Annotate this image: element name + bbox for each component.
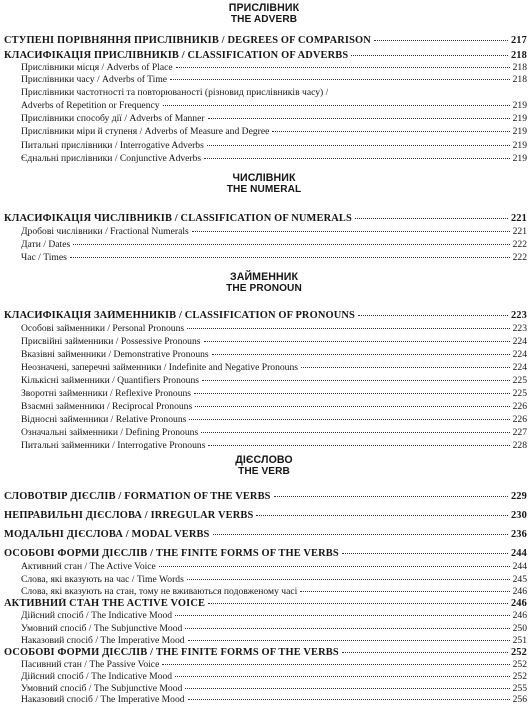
toc-entry (21, 574, 527, 586)
section-title-en: THE NUMERAL (226, 184, 302, 195)
toc-page-number: 226 (512, 401, 527, 412)
toc-page-number: 252 (510, 647, 527, 658)
toc-entry-label: Час / Times (21, 252, 67, 263)
toc-entry (21, 323, 527, 335)
dot-leader (331, 92, 524, 93)
dot-leader (351, 55, 508, 56)
toc-page-number: 223 (510, 310, 527, 321)
toc-page-number: 252 (512, 671, 527, 682)
toc-entry (21, 153, 527, 165)
toc-page-number: 244 (512, 561, 527, 572)
dot-leader (70, 257, 510, 258)
toc-entry (21, 586, 527, 598)
dot-leader (342, 553, 508, 554)
toc-heading-entry (4, 647, 527, 659)
toc-page-number: 222 (512, 252, 527, 263)
toc-entry-label: Умовний спосіб / The Subjunctive Mood (21, 683, 183, 694)
toc-entry (21, 239, 527, 251)
dot-leader (208, 445, 509, 446)
toc-entry (21, 671, 527, 683)
dot-leader (185, 688, 509, 689)
dot-leader (201, 432, 509, 433)
toc-page-number: 229 (510, 491, 527, 502)
dot-leader (189, 419, 509, 420)
toc-entry-label: Питальні прислівники / Interrogative Adverbs (21, 140, 204, 151)
toc-entry-label: Неозначені, заперечні займенники / Indefinite and Negative Pronouns (21, 362, 299, 373)
toc-entry-label: Питальні займенники / Interrogative Pronouns (21, 440, 206, 451)
toc-entry (21, 336, 527, 348)
toc-entry-label: Дробові числівники / Fractional Numerals (21, 226, 189, 237)
toc-heading-entry (4, 510, 527, 522)
dot-leader (358, 315, 508, 316)
section-title-uk: ПРИСЛІВНИК (228, 2, 300, 14)
toc-entry-label: КЛАСИФІКАЦІЯ ПРИСЛІВНИКІВ / CLASSIFICATION OF ADVERBS (4, 50, 349, 61)
toc-entry-label: Дати / Dates (21, 239, 71, 250)
dot-leader (176, 67, 510, 68)
toc-heading-entry (4, 598, 527, 610)
dot-leader (374, 40, 508, 41)
toc-page-number: 224 (512, 362, 527, 373)
toc-entry (21, 74, 527, 86)
toc-entry (21, 659, 527, 671)
toc-page-number: 224 (512, 349, 527, 360)
toc-entry (21, 561, 527, 573)
toc-entry (21, 126, 527, 138)
dot-leader (185, 628, 509, 629)
dot-leader (188, 640, 510, 641)
dot-leader (355, 218, 508, 219)
toc-entry-label: Означальні займенники / Defining Pronouns (21, 427, 199, 438)
toc-entry-label: Прислівники способу дії / Adverbs of Manner (21, 113, 205, 124)
toc-entry (21, 252, 527, 264)
toc-page-number: 219 (512, 113, 527, 124)
toc-heading-entry (4, 548, 527, 560)
toc-page-number: 236 (510, 529, 527, 540)
toc-entry (21, 100, 527, 112)
dot-leader (163, 105, 510, 106)
toc-page-number: 219 (512, 126, 527, 137)
section-title (0, 271, 528, 295)
toc-entry-label: Взаємні займенники / Reciprocal Pronouns (21, 401, 193, 412)
toc-entry-label: КЛАСИФІКАЦІЯ ЗАЙМЕННИКІВ / CLASSIFICATION OF PRONOUNS (4, 310, 355, 321)
toc-entry-label: Прислівники часу / Adverbs of Time (21, 74, 168, 85)
toc-entry (21, 694, 527, 706)
toc-entry-label: НЕПРАВИЛЬНІ ДІЄСЛОВА / IRREGULAR VERBS (4, 510, 254, 521)
toc-page-number: 222 (512, 239, 527, 250)
dot-leader (301, 367, 510, 368)
dot-leader (272, 131, 509, 132)
toc-page-number: 225 (512, 375, 527, 386)
toc-page-number: 217 (510, 35, 527, 46)
toc-entry-label: АКТИВНИЙ СТАН THE ACTIVE VOICE (4, 598, 206, 609)
toc-entry-label: Умовний спосіб / The Subjunctive Mood (21, 623, 183, 634)
toc-page-number: 224 (512, 336, 527, 347)
toc-heading-entry (4, 50, 527, 62)
toc-entry-label: Пасивний стан / The Passive Voice (21, 659, 160, 670)
toc-page-number: 219 (512, 100, 527, 111)
toc-entry-label: КЛАСИФІКАЦІЯ ЧИСЛІВНИКІВ / CLASSIFICATION OF NUMERALS (4, 213, 352, 224)
toc-page-number: 256 (512, 694, 527, 705)
dot-leader (187, 328, 509, 329)
toc-page-number: 226 (512, 414, 527, 425)
toc-entry-label: ОСОБОВІ ФОРМИ ДІЄСЛІВ / THE FINITE FORMS OF THE VERBS (4, 548, 339, 559)
toc-page-number: 219 (512, 140, 527, 151)
toc-heading-entry (4, 491, 527, 503)
toc-entry-label: МОДАЛЬНІ ДІЄСЛОВА / MODAL VERBS (4, 529, 210, 540)
toc-page-number: 246 (512, 610, 527, 621)
dot-leader (73, 244, 509, 245)
toc-page-number: 245 (512, 574, 527, 585)
toc-entry-label: Слова, які вказують на час / Time Words (21, 574, 184, 585)
toc-entry-label: Слова, які вказують на стан, тому не вживаються подовженому часі (21, 586, 298, 597)
toc-entry-label: Присвійні займенники / Possessive Pronouns (21, 336, 201, 347)
toc-page-number: 244 (510, 548, 527, 559)
toc-entry-label: Прислівники частотності та повторюваності (різновид прислівників часу) / (21, 87, 329, 98)
toc-entry (21, 375, 527, 387)
toc-entry (21, 635, 527, 647)
section-title-en: THE VERB (238, 466, 290, 477)
toc-entry-label: Особові займенники / Personal Pronouns (21, 323, 185, 334)
toc-entry (21, 226, 527, 238)
toc-page-number: 219 (512, 153, 527, 164)
toc-entry (21, 610, 527, 622)
toc-entry-label: Відносні займенники / Relative Pronouns (21, 414, 187, 425)
toc-heading-entry (4, 310, 527, 322)
toc-entry (21, 362, 527, 374)
toc-entry (21, 401, 527, 413)
dot-leader (213, 534, 508, 535)
toc-entry (21, 62, 527, 74)
toc-entry (21, 440, 527, 452)
section-title-uk: ЗАЙМЕННИК (229, 271, 299, 283)
dot-leader (274, 496, 508, 497)
toc-entry-label: Зворотні займенники / Reflexive Pronouns (21, 388, 192, 399)
toc-entry-label: Дійсний спосіб / The Indicative Mood (21, 610, 173, 621)
toc-entry (21, 87, 527, 99)
toc-entry-label: Кількісні займенники / Quantifiers Pronouns (21, 375, 199, 386)
toc-page-number: 218 (512, 62, 527, 73)
dot-leader (204, 341, 510, 342)
toc-entry (21, 113, 527, 125)
section-title-uk: ЧИСЛІВНИК (232, 172, 296, 184)
toc-page-number: 230 (510, 510, 527, 521)
toc-page-number: 228 (512, 440, 527, 451)
toc-entry-label: ОСОБОВІ ФОРМИ ДІЄСЛІВ / THE FINITE FORMS OF THE VERBS (4, 647, 339, 658)
toc-page-number: 225 (512, 388, 527, 399)
section-title (0, 454, 528, 478)
toc-entry-label: СЛОВОТВІР ДІЄСЛІВ / FORMATION OF THE VERBS (4, 491, 271, 502)
toc-entry (21, 349, 527, 361)
dot-leader (207, 145, 510, 146)
section-title-uk: ДІЄСЛОВО (235, 454, 293, 466)
dot-leader (175, 615, 510, 616)
toc-entry-label: Дійсний спосіб / The Indicative Mood (21, 671, 173, 682)
toc-page-number: 221 (510, 213, 527, 224)
dot-leader (204, 158, 509, 159)
toc-entry (21, 414, 527, 426)
toc-page-number: 223 (512, 323, 527, 334)
toc-entry-label: Наказовий спосіб / The Imperative Mood (21, 635, 185, 646)
toc-page-number: 218 (510, 50, 527, 61)
dot-leader (202, 380, 510, 381)
dot-leader (175, 676, 510, 677)
toc-heading-entry (4, 35, 527, 47)
toc-entry-label: Прислівники місця / Adverbs of Place (21, 62, 173, 73)
toc-entry (21, 427, 527, 439)
dot-leader (212, 354, 510, 355)
dot-leader (159, 566, 510, 567)
dot-leader (195, 406, 509, 407)
toc-entry-label: Adverbs of Repetition or Frequency (21, 100, 160, 111)
dot-leader (194, 393, 510, 394)
section-title (0, 172, 528, 196)
toc-entry (21, 623, 527, 635)
dot-leader (208, 603, 508, 604)
toc-entry-label: СТУПЕНІ ПОРІВНЯННЯ ПРИСЛІВНИКІВ / DEGREES OF COMPARISON (4, 35, 371, 46)
toc-page-number: 246 (512, 586, 527, 597)
toc-page-number: 255 (512, 683, 527, 694)
section-title (0, 2, 528, 26)
toc-entry (21, 388, 527, 400)
toc-page-number: 218 (512, 74, 527, 85)
toc-entry-label: Активний стан / The Active Voice (21, 561, 156, 572)
dot-leader (162, 664, 509, 665)
toc-page-number: 250 (512, 623, 527, 634)
dot-leader (256, 515, 508, 516)
toc-entry-label: Вказівні займенники / Demonstrative Pronouns (21, 349, 209, 360)
toc-page-number: 246 (510, 598, 527, 609)
toc-entry (21, 140, 527, 152)
toc-heading-entry (4, 529, 527, 541)
section-title-en: THE PRONOUN (226, 283, 302, 294)
dot-leader (170, 79, 510, 80)
toc-entry-label: Прислівники міри й ступеня / Adverbs of Measure and Degree (21, 126, 270, 137)
dot-leader (300, 591, 509, 592)
toc-entry-label: Наказовий спосіб / The Imperative Mood (21, 694, 185, 705)
dot-leader (187, 579, 510, 580)
dot-leader (342, 652, 508, 653)
dot-leader (208, 118, 510, 119)
section-title-en: THE ADVERB (230, 14, 298, 25)
toc-page-number: 227 (512, 427, 527, 438)
toc-page-number: 251 (512, 635, 527, 646)
dot-leader (192, 231, 510, 232)
toc-page-number: 221 (512, 226, 527, 237)
toc-page-number: 252 (512, 659, 527, 670)
toc-heading-entry (4, 213, 527, 225)
toc-entry-label: Єднальні прислівники / Conjunctive Adverbs (21, 153, 202, 164)
